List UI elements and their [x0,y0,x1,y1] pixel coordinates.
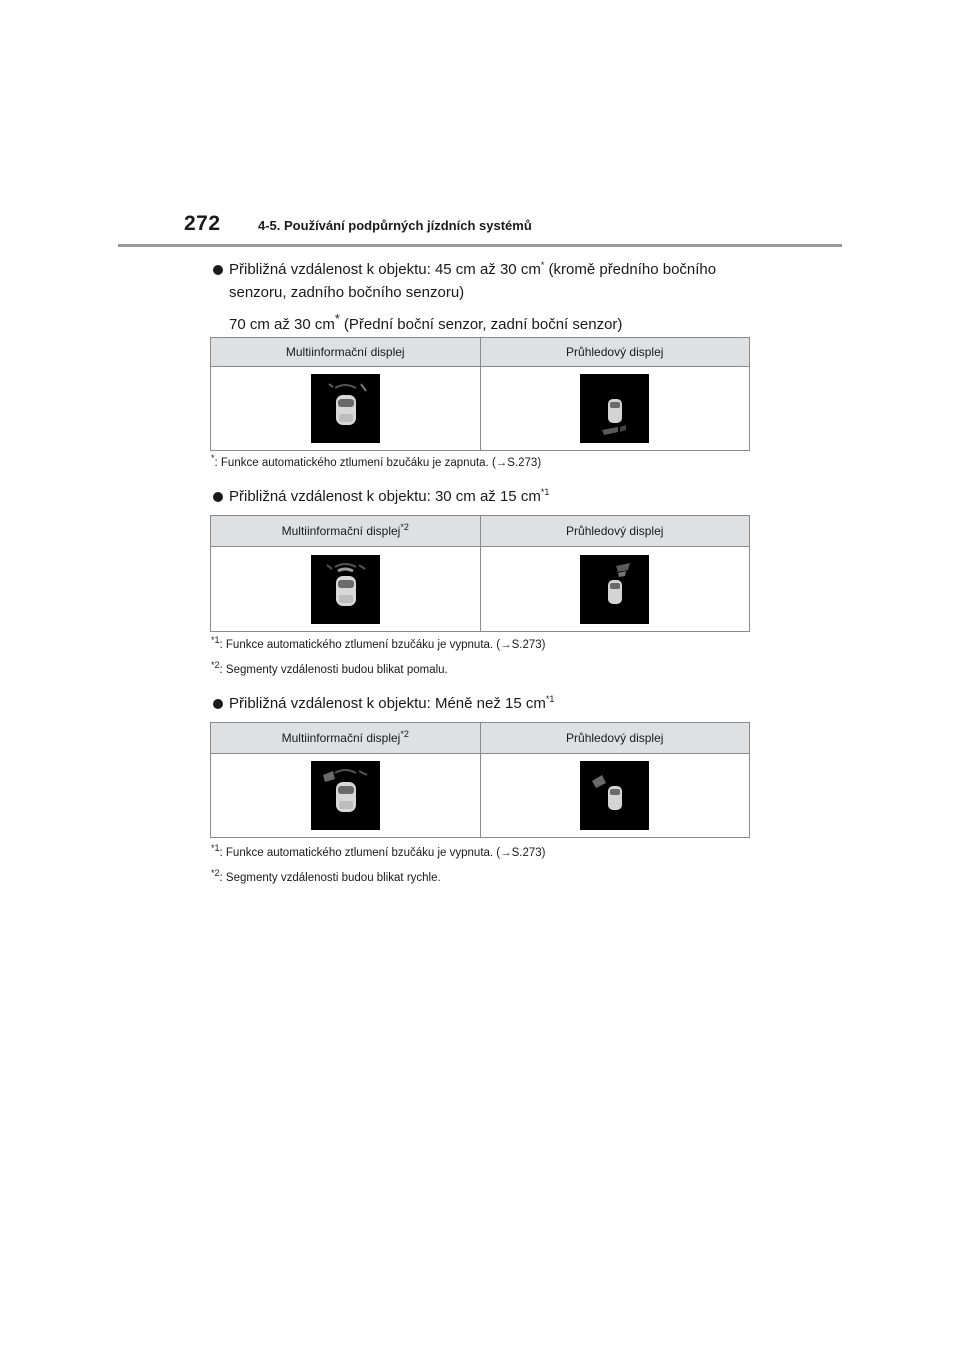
header-divider [118,244,842,247]
multiinfo-display-image [311,374,380,443]
table-header-row [211,723,750,754]
bullet-continuation: senzoru, zadního bočního senzoru) [229,284,465,301]
footnote-blink-fast: $^{*2}$: Segmenty vzdálenosti budou blikat rychle. [211,868,441,884]
bullet-text: Přibližná vzdálenost k objektu: 30 cm až 15 $cm^{*1}$ [229,487,550,505]
bullet-line-side-sensors: 70 cm až 30 cm* (Přední boční senzor, zadní boční senzor) [229,312,623,333]
multiinfo-display-cell [211,547,481,632]
display-table-1 [210,337,750,451]
page-number: 272 [184,212,221,235]
multiinfo-display-cell [211,367,481,451]
multiinfo-display-image [311,555,380,624]
bullet-icon [213,265,223,275]
display-table-2 [210,515,750,632]
head-up-display-image [580,374,649,443]
display-table-3 [210,722,750,838]
bullet-text: Přibližná vzdálenost k objektu: 45 cm až 30 cm* (kromě předního bočního [229,260,717,278]
column-header-multiinformation: Multiinformační displej$^{*2}$ [211,516,481,547]
footnote-blink-slow: $^{*2}$: Segmenty vzdálenosti budou blikat pomalu. [211,660,448,676]
head-up-display-cell [480,367,750,451]
bullet-icon [213,699,223,709]
head-up-display-image [580,555,649,624]
bullet-text: Přibližná vzdálenost k objektu: Méně než 15 $cm^{*1}$ [229,694,555,712]
column-header-head-up: Průhledový displej [480,338,750,367]
table-row [211,367,750,451]
bullet-icon [213,492,223,502]
footnote-buzzer-off: $^{*1}$: Funkce automatického ztlumení bzučáku je vypnuta. (→S.273) [211,635,546,651]
head-up-display-image [580,761,649,830]
footnote-buzzer-off: $^{*1}$: Funkce automatického ztlumení bzučáku je vypnuta. (→S.273) [211,843,546,859]
column-header-head-up: Průhledový displej [480,723,750,754]
table-header-row [211,338,750,367]
head-up-display-cell [480,547,750,632]
column-header-head-up: Průhledový displej [480,516,750,547]
table-row [211,547,750,632]
table-header-row [211,516,750,547]
head-up-display-cell [480,754,750,838]
column-header-multiinformation: Multiinformační displej [211,338,481,367]
section-title: 4-5. Používání podpůrných jízdních systémů [258,218,532,233]
multiinfo-display-cell [211,754,481,838]
column-header-multiinformation: Multiinformační displej$^{*2}$ [211,723,481,754]
table-row [211,754,750,838]
footnote-buzzer-on: *: Funkce automatického ztlumení bzučáku je zapnuta. (→S.273) [211,453,542,469]
multiinfo-display-image [311,761,380,830]
